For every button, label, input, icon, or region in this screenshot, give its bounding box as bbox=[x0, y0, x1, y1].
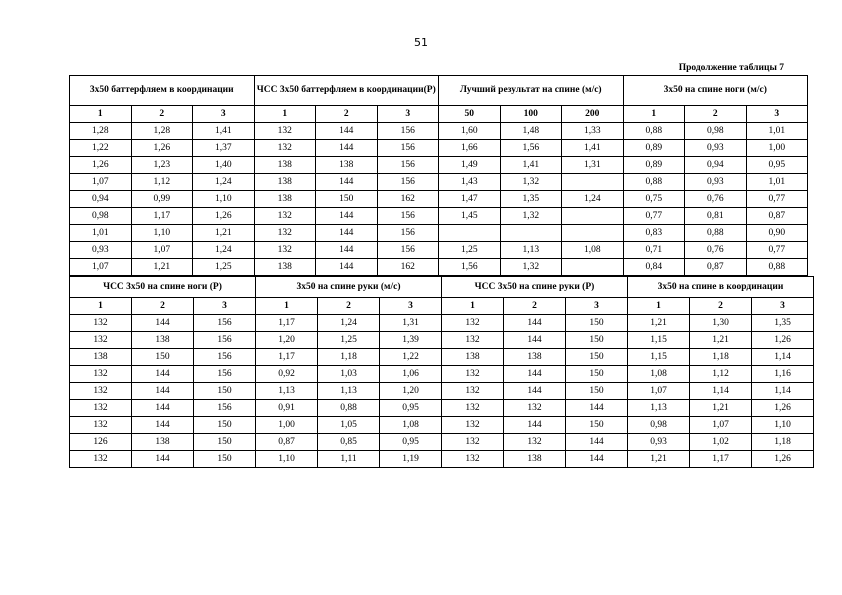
table-cell: 132 bbox=[254, 123, 316, 140]
table-cell: 138 bbox=[254, 174, 316, 191]
table-cell: 0,93 bbox=[685, 140, 747, 157]
table-cell: 1,01 bbox=[746, 174, 808, 191]
table-cell: 0,90 bbox=[746, 225, 808, 242]
column-header: 200 bbox=[562, 106, 624, 123]
table-cell bbox=[562, 174, 624, 191]
table-cell: 132 bbox=[254, 140, 316, 157]
table-cell: 144 bbox=[504, 417, 566, 434]
table-cell: 0,93 bbox=[685, 174, 747, 191]
table-cell: 0,94 bbox=[70, 191, 132, 208]
table-cell: 1,07 bbox=[131, 242, 193, 259]
table-cell: 132 bbox=[504, 400, 566, 417]
table-cell: 150 bbox=[194, 434, 256, 451]
table-cell: 1,25 bbox=[193, 259, 255, 276]
table-cell: 156 bbox=[194, 349, 256, 366]
table-cell: 1,17 bbox=[256, 349, 318, 366]
group-header: Лучший результат на спине (м/с) bbox=[439, 76, 624, 106]
table-cell: 1,26 bbox=[193, 208, 255, 225]
column-header: 2 bbox=[132, 298, 194, 315]
table-cell: 0,88 bbox=[318, 400, 380, 417]
table-cell: 1,05 bbox=[318, 417, 380, 434]
table-cell: 156 bbox=[377, 123, 439, 140]
group-header: 3х50 баттерфляем в координации bbox=[70, 76, 255, 106]
table-cell: 1,06 bbox=[380, 366, 442, 383]
table-cell: 1,18 bbox=[690, 349, 752, 366]
table-cell: 132 bbox=[442, 417, 504, 434]
group-header: 3х50 на спине руки (м/с) bbox=[256, 277, 442, 298]
table-cell: 132 bbox=[442, 332, 504, 349]
table-cell: 1,26 bbox=[131, 140, 193, 157]
table-cell: 144 bbox=[132, 451, 194, 468]
table-cell: 0,98 bbox=[685, 123, 747, 140]
table-cell: 1,31 bbox=[562, 157, 624, 174]
group-header: 3х50 на спине в координации bbox=[628, 277, 814, 298]
table-cell: 1,22 bbox=[380, 349, 442, 366]
table-cell: 132 bbox=[254, 208, 316, 225]
table-cell: 1,56 bbox=[439, 259, 501, 276]
table-cell: 144 bbox=[132, 400, 194, 417]
table-cell: 132 bbox=[70, 417, 132, 434]
table-cell: 132 bbox=[70, 383, 132, 400]
table-cell: 144 bbox=[316, 208, 378, 225]
column-header: 3 bbox=[193, 106, 255, 123]
table-cell: 1,25 bbox=[318, 332, 380, 349]
table-cell: 1,08 bbox=[380, 417, 442, 434]
table-cell: 1,07 bbox=[70, 174, 132, 191]
table-cell: 156 bbox=[194, 366, 256, 383]
table-cell: 1,17 bbox=[256, 315, 318, 332]
table-cell: 162 bbox=[377, 191, 439, 208]
table-cell: 0,95 bbox=[746, 157, 808, 174]
column-header: 1 bbox=[623, 106, 685, 123]
table-cell: 1,07 bbox=[690, 417, 752, 434]
table-cell: 1,20 bbox=[380, 383, 442, 400]
table-cell: 1,18 bbox=[752, 434, 814, 451]
table-cell: 1,13 bbox=[318, 383, 380, 400]
table-cell: 1,01 bbox=[746, 123, 808, 140]
table-cell: 0,93 bbox=[628, 434, 690, 451]
table-cell: 1,33 bbox=[562, 123, 624, 140]
table-cell: 0,76 bbox=[685, 191, 747, 208]
column-header: 3 bbox=[746, 106, 808, 123]
table-cell: 1,00 bbox=[256, 417, 318, 434]
table-cell: 132 bbox=[442, 451, 504, 468]
column-header: 3 bbox=[194, 298, 256, 315]
table-cell: 150 bbox=[194, 451, 256, 468]
table-cell: 1,32 bbox=[500, 259, 562, 276]
table-cell: 1,13 bbox=[628, 400, 690, 417]
table-cell: 150 bbox=[566, 366, 628, 383]
table-cell: 1,21 bbox=[690, 332, 752, 349]
table-cell: 0,88 bbox=[746, 259, 808, 276]
table-cell: 138 bbox=[504, 451, 566, 468]
table-cell: 144 bbox=[316, 174, 378, 191]
table-cell: 1,48 bbox=[500, 123, 562, 140]
table-cell: 1,39 bbox=[380, 332, 442, 349]
table-cell: 1,32 bbox=[500, 208, 562, 225]
table-row bbox=[70, 140, 808, 157]
table-cell: 144 bbox=[132, 417, 194, 434]
table-cell: 1,12 bbox=[690, 366, 752, 383]
table-cell: 0,84 bbox=[623, 259, 685, 276]
table-cell: 0,92 bbox=[256, 366, 318, 383]
table-row bbox=[70, 315, 814, 332]
table-cell: 0,89 bbox=[623, 157, 685, 174]
group-header: ЧСС 3х50 баттерфляем в координации(Р) bbox=[254, 76, 439, 106]
table-cell: 1,24 bbox=[193, 242, 255, 259]
column-header: 100 bbox=[500, 106, 562, 123]
table-row bbox=[70, 123, 808, 140]
table-cell: 1,02 bbox=[690, 434, 752, 451]
column-header: 3 bbox=[377, 106, 439, 123]
group-header-row bbox=[70, 76, 808, 106]
table-cell: 1,00 bbox=[746, 140, 808, 157]
table-cell: 1,40 bbox=[193, 157, 255, 174]
table-row bbox=[70, 225, 808, 242]
table-cell: 144 bbox=[566, 434, 628, 451]
column-header: 2 bbox=[318, 298, 380, 315]
column-header: 1 bbox=[628, 298, 690, 315]
table-cell: 138 bbox=[316, 157, 378, 174]
column-header: 1 bbox=[442, 298, 504, 315]
table-cell: 1,07 bbox=[70, 259, 132, 276]
table-cell: 132 bbox=[70, 315, 132, 332]
table-cell: 1,28 bbox=[70, 123, 132, 140]
table-cell: 0,88 bbox=[623, 123, 685, 140]
table-cell: 0,71 bbox=[623, 242, 685, 259]
table-cell: 1,37 bbox=[193, 140, 255, 157]
table-cell: 1,21 bbox=[193, 225, 255, 242]
table-cell bbox=[439, 225, 501, 242]
table-cell: 156 bbox=[377, 242, 439, 259]
column-header: 3 bbox=[752, 298, 814, 315]
table-cell: 138 bbox=[254, 157, 316, 174]
table-cell: 1,41 bbox=[193, 123, 255, 140]
table-cell: 1,26 bbox=[752, 451, 814, 468]
table-cell: 1,14 bbox=[752, 383, 814, 400]
table-cell: 0,94 bbox=[685, 157, 747, 174]
table-cell: 150 bbox=[194, 417, 256, 434]
table-cell: 144 bbox=[132, 383, 194, 400]
table-cell: 1,24 bbox=[318, 315, 380, 332]
table-cell: 138 bbox=[254, 191, 316, 208]
table-cell: 1,07 bbox=[628, 383, 690, 400]
table-cell: 138 bbox=[132, 332, 194, 349]
table-cell: 0,91 bbox=[256, 400, 318, 417]
group-header: ЧСС 3х50 на спине руки (Р) bbox=[442, 277, 628, 298]
column-header: 3 bbox=[380, 298, 442, 315]
group-header: ЧСС 3х50 на спине ноги (Р) bbox=[70, 277, 256, 298]
table-cell: 1,21 bbox=[628, 315, 690, 332]
page-number: 51 bbox=[414, 36, 428, 49]
table-cell: 1,41 bbox=[500, 157, 562, 174]
table-cell: 144 bbox=[132, 315, 194, 332]
table-row bbox=[70, 242, 808, 259]
table-cell: 156 bbox=[377, 225, 439, 242]
table-cell: 144 bbox=[504, 315, 566, 332]
table-cell: 0,95 bbox=[380, 400, 442, 417]
table-cell: 1,13 bbox=[256, 383, 318, 400]
table-cell: 1,01 bbox=[70, 225, 132, 242]
table-cell: 1,08 bbox=[628, 366, 690, 383]
table-cell: 1,10 bbox=[193, 191, 255, 208]
table-cell: 0,76 bbox=[685, 242, 747, 259]
table-cell: 150 bbox=[566, 315, 628, 332]
table-cell: 1,15 bbox=[628, 349, 690, 366]
table-cell: 132 bbox=[442, 400, 504, 417]
table-cell: 1,60 bbox=[439, 123, 501, 140]
table-cell: 1,22 bbox=[70, 140, 132, 157]
table-cell: 156 bbox=[377, 174, 439, 191]
table-cell: 1,25 bbox=[439, 242, 501, 259]
table-cell: 156 bbox=[377, 157, 439, 174]
table-cell: 1,10 bbox=[256, 451, 318, 468]
table-cell: 132 bbox=[254, 242, 316, 259]
table-cell: 144 bbox=[504, 366, 566, 383]
table-cell bbox=[500, 225, 562, 242]
table-cell: 0,88 bbox=[623, 174, 685, 191]
table-cell: 0,77 bbox=[746, 242, 808, 259]
table-cell: 1,56 bbox=[500, 140, 562, 157]
table-cell: 138 bbox=[504, 349, 566, 366]
column-header: 2 bbox=[504, 298, 566, 315]
table-cell: 1,20 bbox=[256, 332, 318, 349]
table-cell: 132 bbox=[254, 225, 316, 242]
table-cell: 1,43 bbox=[439, 174, 501, 191]
table-cell: 144 bbox=[316, 225, 378, 242]
table-cell: 132 bbox=[70, 366, 132, 383]
table-cell: 1,35 bbox=[752, 315, 814, 332]
table-cell: 1,21 bbox=[131, 259, 193, 276]
table-cell: 132 bbox=[70, 332, 132, 349]
data-table-upper bbox=[69, 75, 808, 276]
column-header: 3 bbox=[566, 298, 628, 315]
table-cell: 1,12 bbox=[131, 174, 193, 191]
table-cell: 144 bbox=[566, 400, 628, 417]
table-cell: 132 bbox=[70, 400, 132, 417]
table-row bbox=[70, 349, 814, 366]
table-cell: 144 bbox=[504, 332, 566, 349]
table-cell: 1,19 bbox=[380, 451, 442, 468]
table-row bbox=[70, 332, 814, 349]
column-header: 50 bbox=[439, 106, 501, 123]
table-cell: 150 bbox=[566, 349, 628, 366]
table-cell: 150 bbox=[316, 191, 378, 208]
table-cell: 1,28 bbox=[131, 123, 193, 140]
table-cell: 1,17 bbox=[131, 208, 193, 225]
column-header-row bbox=[70, 298, 814, 315]
column-header: 2 bbox=[131, 106, 193, 123]
table-cell: 132 bbox=[70, 451, 132, 468]
table-cell bbox=[562, 225, 624, 242]
table-cell: 1,10 bbox=[131, 225, 193, 242]
table-cell: 1,17 bbox=[690, 451, 752, 468]
table-cell: 0,83 bbox=[623, 225, 685, 242]
table-cell: 1,18 bbox=[318, 349, 380, 366]
table-cell: 144 bbox=[566, 451, 628, 468]
table-cell: 156 bbox=[194, 315, 256, 332]
table-cell: 132 bbox=[442, 366, 504, 383]
table-cell: 1,16 bbox=[752, 366, 814, 383]
table-cell: 1,13 bbox=[500, 242, 562, 259]
table-cell: 1,35 bbox=[500, 191, 562, 208]
table-cell: 1,47 bbox=[439, 191, 501, 208]
table-cell: 138 bbox=[442, 349, 504, 366]
table-cell: 1,41 bbox=[562, 140, 624, 157]
table-continuation-label: Продолжение таблицы 7 bbox=[678, 63, 784, 73]
table-cell: 144 bbox=[316, 140, 378, 157]
table-cell: 0,81 bbox=[685, 208, 747, 225]
table-cell: 0,85 bbox=[318, 434, 380, 451]
table-cell: 150 bbox=[566, 417, 628, 434]
column-header: 2 bbox=[690, 298, 752, 315]
table-cell: 0,98 bbox=[70, 208, 132, 225]
table-cell: 1,03 bbox=[318, 366, 380, 383]
table-cell bbox=[562, 259, 624, 276]
table-cell: 1,14 bbox=[752, 349, 814, 366]
table-cell: 1,08 bbox=[562, 242, 624, 259]
table-body bbox=[70, 123, 808, 276]
table-cell: 156 bbox=[377, 140, 439, 157]
table-cell: 0,93 bbox=[70, 242, 132, 259]
table-cell: 0,89 bbox=[623, 140, 685, 157]
table-cell: 126 bbox=[70, 434, 132, 451]
table-row bbox=[70, 451, 814, 468]
table-cell: 1,66 bbox=[439, 140, 501, 157]
table-row bbox=[70, 366, 814, 383]
table-cell: 150 bbox=[566, 332, 628, 349]
table-cell: 132 bbox=[504, 434, 566, 451]
table-cell: 1,26 bbox=[752, 400, 814, 417]
table-cell: 144 bbox=[132, 366, 194, 383]
table-cell: 1,11 bbox=[318, 451, 380, 468]
table-cell: 1,26 bbox=[70, 157, 132, 174]
table-cell: 0,87 bbox=[256, 434, 318, 451]
table-cell: 144 bbox=[316, 259, 378, 276]
column-header: 1 bbox=[256, 298, 318, 315]
table-cell: 1,14 bbox=[690, 383, 752, 400]
table-cell: 162 bbox=[377, 259, 439, 276]
table-cell: 132 bbox=[442, 434, 504, 451]
table-cell: 138 bbox=[132, 434, 194, 451]
column-header: 2 bbox=[316, 106, 378, 123]
table-cell: 156 bbox=[194, 400, 256, 417]
table-cell: 0,87 bbox=[685, 259, 747, 276]
column-header: 1 bbox=[70, 106, 132, 123]
table-row bbox=[70, 400, 814, 417]
table-cell: 144 bbox=[316, 123, 378, 140]
group-header: 3х50 на спине ноги (м/с) bbox=[623, 76, 808, 106]
table-cell: 1,45 bbox=[439, 208, 501, 225]
table-row bbox=[70, 434, 814, 451]
table-cell: 144 bbox=[504, 383, 566, 400]
table-cell: 156 bbox=[194, 332, 256, 349]
table-cell: 1,21 bbox=[690, 400, 752, 417]
table-cell: 150 bbox=[132, 349, 194, 366]
table-cell: 1,21 bbox=[628, 451, 690, 468]
table-cell: 0,98 bbox=[628, 417, 690, 434]
table-cell: 1,31 bbox=[380, 315, 442, 332]
table-cell: 1,26 bbox=[752, 332, 814, 349]
table-cell bbox=[562, 208, 624, 225]
table-cell: 1,24 bbox=[562, 191, 624, 208]
column-header: 2 bbox=[685, 106, 747, 123]
table-cell: 0,99 bbox=[131, 191, 193, 208]
table-cell: 1,30 bbox=[690, 315, 752, 332]
table-body bbox=[70, 315, 814, 468]
table-cell: 0,88 bbox=[685, 225, 747, 242]
table-row bbox=[70, 157, 808, 174]
column-header-row bbox=[70, 106, 808, 123]
table-cell: 1,23 bbox=[131, 157, 193, 174]
table-row bbox=[70, 191, 808, 208]
data-table-lower bbox=[69, 276, 814, 468]
table-row bbox=[70, 174, 808, 191]
table-cell: 0,75 bbox=[623, 191, 685, 208]
table-cell: 0,77 bbox=[746, 191, 808, 208]
table-row bbox=[70, 259, 808, 276]
table-cell: 132 bbox=[442, 383, 504, 400]
table-cell: 144 bbox=[316, 242, 378, 259]
table-cell: 132 bbox=[442, 315, 504, 332]
table-cell: 0,77 bbox=[623, 208, 685, 225]
group-header-row bbox=[70, 277, 814, 298]
table-cell: 1,24 bbox=[193, 174, 255, 191]
table-cell: 150 bbox=[566, 383, 628, 400]
table-cell: 1,15 bbox=[628, 332, 690, 349]
column-header: 1 bbox=[70, 298, 132, 315]
column-header: 1 bbox=[254, 106, 316, 123]
table-cell: 1,49 bbox=[439, 157, 501, 174]
table-cell: 1,32 bbox=[500, 174, 562, 191]
table-row bbox=[70, 208, 808, 225]
table-cell: 156 bbox=[377, 208, 439, 225]
table-cell: 1,10 bbox=[752, 417, 814, 434]
table-cell: 138 bbox=[70, 349, 132, 366]
table-cell: 0,87 bbox=[746, 208, 808, 225]
table-cell: 150 bbox=[194, 383, 256, 400]
table-cell: 0,95 bbox=[380, 434, 442, 451]
table-cell: 138 bbox=[254, 259, 316, 276]
table-row bbox=[70, 383, 814, 400]
table-row bbox=[70, 417, 814, 434]
